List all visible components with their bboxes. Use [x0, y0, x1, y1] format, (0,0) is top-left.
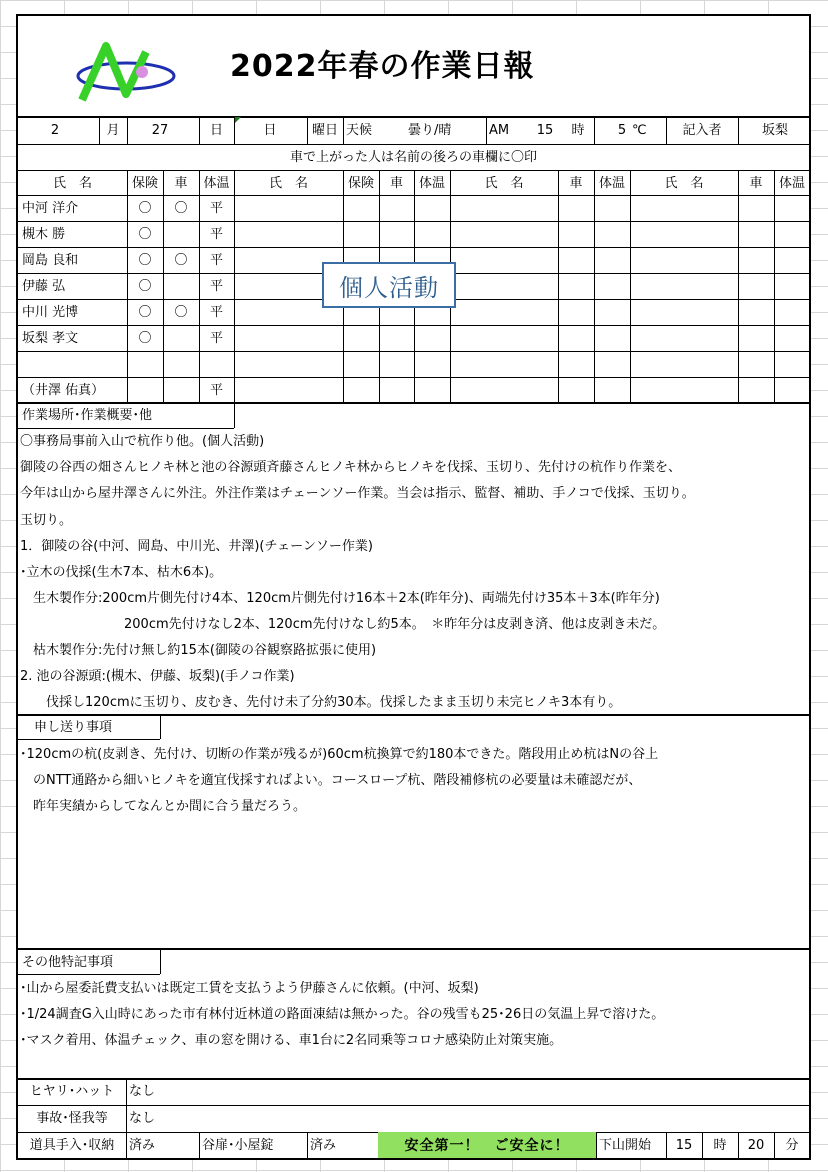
hour-value: 15: [536, 123, 554, 138]
work-line: 玉切り。: [20, 513, 73, 528]
header-name: 氏 名: [484, 176, 524, 191]
safety-banner: 安全第一！ ご安全に！: [378, 1132, 596, 1158]
temperature-unit: ℃: [632, 123, 647, 138]
header-temp: 体温: [598, 176, 625, 191]
ampm-label: AM: [489, 123, 510, 138]
work-line: 2. 池の谷源頭:(槻木、伊藤、坂梨)(手ノコ作業): [20, 669, 295, 684]
handover-line: のNTT通路から細いヒノキを適宜伐採すればよい。コースロープ杭、階段補修杭の必要量は未確認だが、: [20, 773, 642, 788]
page-title: 2022年春の作業日報: [230, 49, 535, 84]
work-line: 200cm先付けなし2本、120cm先付けなし約5本。 ＊昨年分は皮剥き済、他は皮剥き未だ。: [20, 617, 666, 632]
work-line: 御陵の谷西の畑さんヒノキ林と池の谷源頭斉藤さんヒノキ林からヒノキを伐採、玉切り、先付けの杭作り作業を、: [20, 460, 682, 475]
member-temp: 平: [209, 201, 223, 216]
member-name: 槻木 勝: [22, 227, 66, 242]
header-name: 氏 名: [664, 176, 704, 191]
member-name: 坂梨 孝文: [22, 331, 79, 346]
header-car: 車: [749, 176, 763, 191]
member-insurance: 〇: [138, 279, 152, 294]
work-section-label: 作業場所･作業概要･他: [22, 408, 153, 423]
member-temp: 平: [209, 279, 223, 294]
gate-value: 済み: [310, 1138, 337, 1153]
weekday-label: 曜日: [311, 123, 338, 138]
tools-label: 道具手入･収納: [29, 1138, 115, 1153]
work-line: ･立木の伐採(生木7本、枯木6本)。: [20, 565, 223, 580]
recorder-name: 坂梨: [761, 123, 788, 138]
header-car: 車: [569, 176, 583, 191]
member-insurance: 〇: [138, 331, 152, 346]
date-day-unit: 日: [209, 123, 223, 138]
header-temp: 体温: [203, 176, 230, 191]
member-car: 〇: [174, 253, 188, 268]
header-temp: 体温: [418, 176, 445, 191]
other-line: ･山から屋委託費支払いは既定工賃を支払うよう伊藤さんに依頼。(中河、坂梨): [20, 981, 479, 996]
member-insurance: 〇: [138, 227, 152, 242]
work-line: 〇事務局事前入山で杭作り他。(個人活動): [20, 434, 265, 449]
work-line: 伐採し120cmに玉切り、皮むき、先付け未了分約30本。伐採したまま玉切り未完ヒノキ3本有り。: [20, 695, 622, 710]
header-car: 車: [389, 176, 403, 191]
accident-label: 事故･怪我等: [36, 1111, 108, 1126]
handover-line: ･120cmの杭(皮剥き、先付け、切断の作業が残るが)60cm杭換算で約180本できた。階段用止め杭はNの谷上: [20, 747, 659, 762]
work-line: 1．御陵の谷(中河、岡島、中川光、井澤)(チェーンソー作業): [20, 539, 373, 554]
recorder-label: 記入者: [682, 123, 722, 138]
weather-value: 曇り/晴: [408, 123, 452, 138]
member-insurance: 〇: [138, 253, 152, 268]
work-line: 今年は山から屋井澤さんに外注。外注作業はチェーンソー作業。当会は指示、監督、補助、手ノコで伐採、玉切り。: [20, 486, 695, 501]
member-name: 中河 洋介: [22, 201, 79, 216]
other-notes-label: その他特記事項: [22, 955, 114, 970]
work-line: 枯木製作分:先付け無し約15本(御陵の谷観察路拡張に使用): [20, 643, 377, 658]
member-name: 伊藤 弘: [22, 279, 66, 294]
header-car: 車: [174, 176, 188, 191]
member-insurance: 〇: [138, 305, 152, 320]
member-name: 岡島 良和: [22, 253, 79, 268]
header-temp: 体温: [778, 176, 805, 191]
member-car: 〇: [174, 201, 188, 216]
header-insurance: 保険: [131, 176, 158, 191]
logo-icon: [74, 42, 178, 104]
gate-label: 谷扉･小屋錠: [202, 1138, 274, 1153]
header-name: 氏 名: [52, 176, 92, 191]
member-temp: 平: [209, 253, 223, 268]
hiyari-value: なし: [129, 1084, 156, 1099]
other-line: ･マスク着用、体温チェック、車の窓を開ける、車1台に2名同乗等コロナ感染防止対策実施。: [20, 1033, 563, 1048]
handover-line: 昨年実績からしてなんとか間に合う量だろう。: [20, 799, 307, 814]
member-name: （井澤 佑真）: [22, 383, 105, 398]
date-month: 2: [50, 123, 60, 138]
weather-label: 天候: [346, 123, 373, 138]
member-insurance: 〇: [138, 201, 152, 216]
hour-unit: 時: [571, 123, 585, 138]
activity-stamp: 個人活動: [322, 262, 456, 308]
member-car: 〇: [174, 305, 188, 320]
descent-label: 下山開始: [599, 1138, 652, 1153]
header-insurance: 保険: [347, 176, 374, 191]
accident-value: なし: [129, 1111, 156, 1126]
work-line: 生木製作分:200cm片側先付け4本、120cm片側先付け16本＋2本(昨年分)、両端先付け35本＋3本(昨年分): [20, 591, 660, 606]
descent-hour: 15: [675, 1138, 693, 1153]
descent-hour-unit: 時: [713, 1138, 727, 1153]
car-note: 車で上がった人は名前の後ろの車欄に〇印: [289, 150, 537, 165]
other-line: ･1/24調査G入山時にあった市有林付近林道の路面凍結は無かった。谷の残雪も25･26日の気温上昇で溶けた。: [20, 1007, 665, 1022]
member-temp: 平: [209, 331, 223, 346]
cell-marker-icon: [235, 117, 241, 123]
date-month-unit: 月: [106, 123, 120, 138]
handover-label: 申し送り事項: [34, 720, 113, 735]
member-name: 中川 光博: [22, 305, 79, 320]
weekday-value: 日: [263, 123, 277, 138]
temperature-value: 5: [617, 123, 627, 138]
member-temp: 平: [209, 305, 223, 320]
header-name: 氏 名: [268, 176, 308, 191]
descent-minute: 20: [747, 1138, 765, 1153]
member-temp: 平: [209, 227, 223, 242]
tools-value: 済み: [129, 1138, 156, 1153]
hiyari-label: ヒヤリ･ハット: [29, 1084, 115, 1099]
member-temp: 平: [209, 383, 223, 398]
date-day: 27: [151, 123, 169, 138]
descent-minute-unit: 分: [785, 1138, 799, 1153]
